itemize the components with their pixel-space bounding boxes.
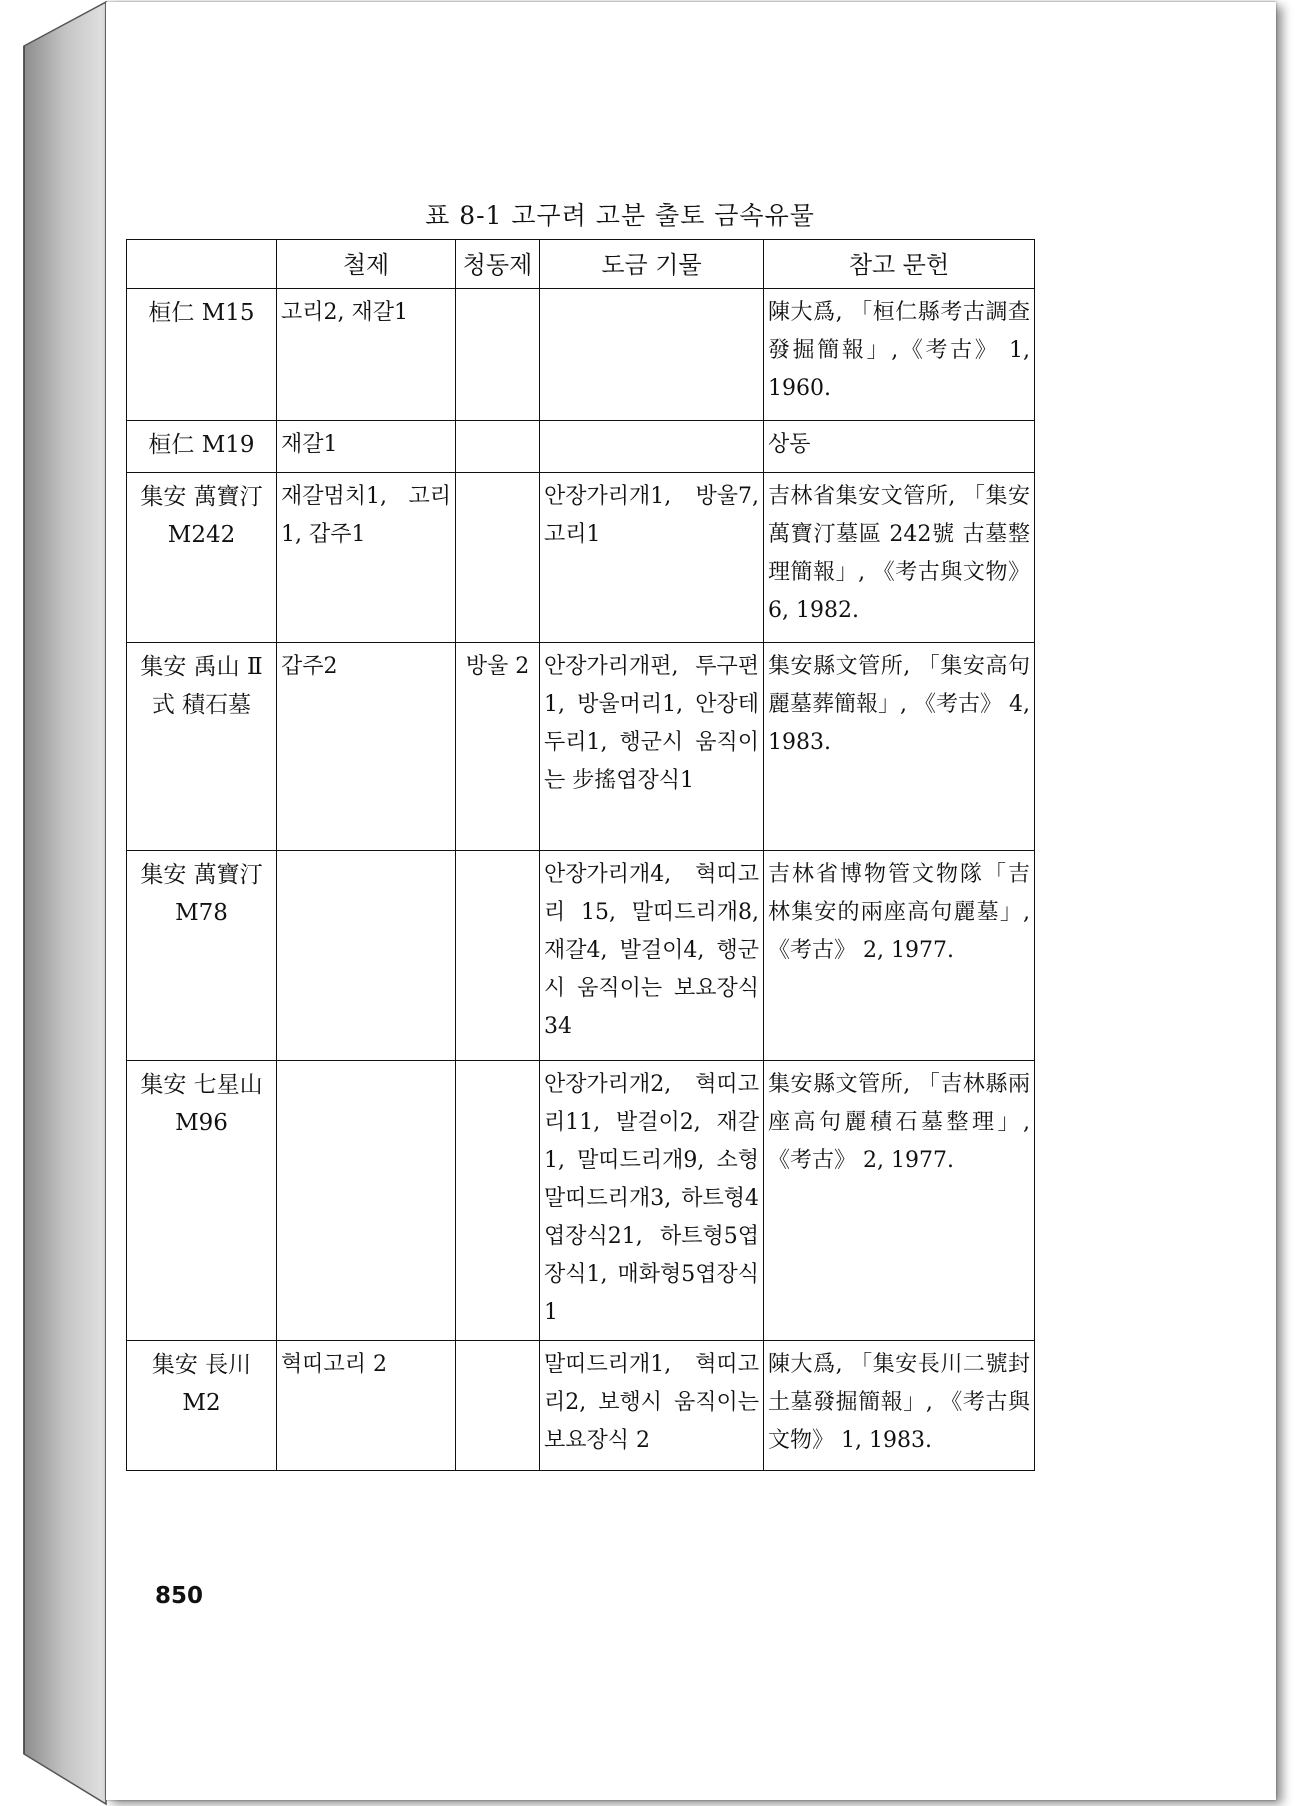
reference-cell: 吉林省博物管文物隊「吉林集安的兩座高句麗墓」,《考古》 2, 1977. — [764, 851, 1035, 1061]
header-reference: 참고 문헌 — [764, 240, 1035, 289]
reference-cell: 상동 — [764, 421, 1035, 473]
iron-cell: 갑주2 — [277, 643, 456, 851]
iron-cell — [277, 851, 456, 1061]
table-row — [127, 851, 1035, 1061]
bronze-cell — [456, 1341, 540, 1471]
site-cell: 集安 萬寶汀 M242 — [127, 473, 277, 643]
site-cell: 桓仁 M19 — [127, 421, 277, 473]
gilt-cell: 말띠드리개1, 혁띠고리2, 보행시 움직이는 보요장식 2 — [540, 1341, 764, 1471]
table-row — [127, 643, 1035, 851]
gilt-cell: 안장가리개4, 혁띠고리 15, 말띠드리개8, 재갈4, 발걸이4, 행군시 움직이는 보요장식34 — [540, 851, 764, 1061]
table-row — [127, 473, 1035, 643]
bronze-cell — [456, 421, 540, 473]
table-row — [127, 421, 1035, 473]
iron-cell: 혁띠고리 2 — [277, 1341, 456, 1471]
table-row — [127, 1341, 1035, 1471]
reference-cell: 陳大爲, 「集安長川二號封土墓發掘簡報」, 《考古與文物》 1, 1983. — [764, 1341, 1035, 1471]
table-row — [127, 289, 1035, 421]
iron-cell: 재갈1 — [277, 421, 456, 473]
metal-artifacts-table — [126, 239, 1035, 1471]
site-cell: 集安 七星山 M96 — [127, 1061, 277, 1341]
table-caption: 표 8-1 고구려 고분 출토 금속유물 — [425, 201, 815, 230]
site-cell: 集安 萬寶汀 M78 — [127, 851, 277, 1061]
site-cell: 集安 禹山 Ⅱ式 積石墓 — [127, 643, 277, 851]
reference-cell: 集安縣文管所, 「集安高句麗墓葬簡報」, 《考古》 4, 1983. — [764, 643, 1035, 851]
site-cell: 集安 長川 M2 — [127, 1341, 277, 1471]
reference-cell: 集安縣文管所, 「吉林縣兩座高句麗積石墓整理」,《考古》 2, 1977. — [764, 1061, 1035, 1341]
iron-cell: 고리2, 재갈1 — [277, 289, 456, 421]
gilt-cell: 안장가리개편, 투구편1, 방울머리1, 안장테두리1, 행군시 움직이는 步搖엽장식1 — [540, 643, 764, 851]
header-site — [127, 240, 277, 289]
gilt-cell — [540, 421, 764, 473]
header-bronze: 청동제 — [456, 240, 540, 289]
bronze-cell — [456, 289, 540, 421]
page-number: 850 — [155, 1583, 204, 1609]
site-cell: 桓仁 M15 — [127, 289, 277, 421]
table-row — [127, 1061, 1035, 1341]
bronze-cell — [456, 473, 540, 643]
reference-cell: 陳大爲, 「桓仁縣考古調查發掘簡報」,《考古》 1, 1960. — [764, 289, 1035, 421]
bronze-cell: 방울 2 — [456, 643, 540, 851]
gilt-cell: 안장가리개1, 방울7, 고리1 — [540, 473, 764, 643]
gilt-cell: 안장가리개2, 혁띠고리11, 발걸이2, 재갈1, 말띠드리개9, 소형말띠드리개3, 하트형4엽장식21, 하트형5엽장식1, 매화형5엽장식1 — [540, 1061, 764, 1341]
bronze-cell — [456, 1061, 540, 1341]
header-gilt: 도금 기물 — [540, 240, 764, 289]
iron-cell: 재갈멈치1, 고리1, 갑주1 — [277, 473, 456, 643]
header-iron: 철제 — [277, 240, 456, 289]
gilt-cell — [540, 289, 764, 421]
bronze-cell — [456, 851, 540, 1061]
reference-cell: 吉林省集安文管所, 「集安萬寶汀墓區 242號 古墓整理簡報」, 《考古與文物》 6, 1982. — [764, 473, 1035, 643]
iron-cell — [277, 1061, 456, 1341]
header-row — [127, 240, 1035, 289]
